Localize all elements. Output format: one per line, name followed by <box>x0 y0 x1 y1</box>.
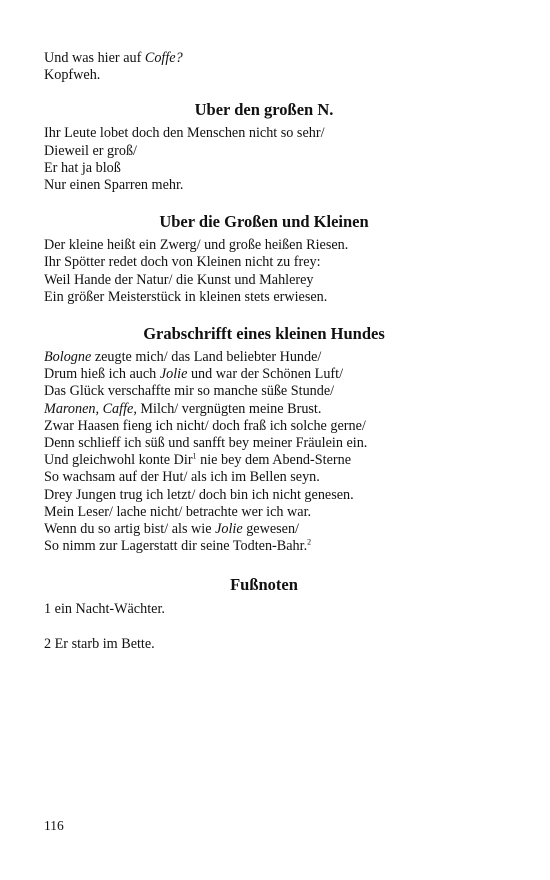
poem-line: Drey Jungen trug ich letzt/ doch bin ich nicht genesen. <box>44 486 354 503</box>
poem-line: Das Glück verschaffte mir so manche süße Stunde/ <box>44 383 335 400</box>
poem-grossen-n <box>44 125 484 194</box>
footnote-1: 1 ein Nacht-Wächter. <box>44 601 165 618</box>
italic-word: Coffe? <box>144 50 183 66</box>
poem-line: Maronen, Caffe, Milch/ vergnügten meine Brust. <box>44 400 322 417</box>
page-content <box>44 50 484 653</box>
poem-line: So nimm zur Lagerstatt dir seine Todten-Bahr.$^2$ <box>44 537 312 555</box>
poem-line: Ihr Leute lobet doch den Menschen nicht so sehr/ <box>44 125 325 142</box>
poem-grossen-kleinen <box>44 237 484 306</box>
intro-line-1: Und was hier auf Coffe? <box>44 50 183 66</box>
intro-stanza <box>44 50 484 84</box>
poem-line: Und gleichwohl konte Dir$^1$ nie bey dem Abend-Sterne <box>44 451 351 469</box>
footnote-2: 2 Er starb im Bette. <box>44 635 155 652</box>
footnotes-title: Fußnoten <box>230 575 298 595</box>
poem-line: Mein Leser/ lache nicht/ betrachte wer ich war. <box>44 503 312 520</box>
section-title-grossen-kleinen: Uber die Großen und Kleinen <box>159 212 369 232</box>
section-title-grossen-n: Uber den großen N. <box>194 100 334 120</box>
poem-line: Wenn du so artig bist/ als wie Jolie gewesen/ <box>44 521 299 538</box>
section-title-grabschrifft: Grabschrifft eines kleinen Hundes <box>143 324 385 344</box>
footnotes-list <box>44 601 484 652</box>
poem-line: Ihr Spötter redet doch von Kleinen nicht zu frey: <box>44 254 321 271</box>
poem-grabschrifft <box>44 349 484 555</box>
poem-line: Dieweil er groß/ <box>44 142 137 159</box>
poem-line: Zwar Haasen fieng ich nicht/ doch fraß ich solche gerne/ <box>44 417 366 434</box>
intro-line-2: Kopfweh. <box>44 67 101 84</box>
poem-line: Der kleine heißt ein Zwerg/ und große heißen Riesen. <box>44 237 349 254</box>
poem-line: Ein größer Meisterstück in kleinen stets erwiesen. <box>44 288 328 305</box>
footnote-ref-2[interactable]: 2 <box>307 537 312 547</box>
poem-line: Nur einen Sparren mehr. <box>44 177 184 194</box>
footnote-ref-1[interactable]: 1 <box>192 451 197 461</box>
page-number: 116 <box>44 818 64 833</box>
poem-line: Weil Hande der Natur/ die Kunst und Mahlerey <box>44 271 314 288</box>
poem-line: Er hat ja bloß <box>44 159 121 176</box>
poem-line: Drum hieß ich auch Jolie und war der Schönen Luft/ <box>44 366 344 383</box>
poem-line: So wachsam auf der Hut/ als ich im Bellen seyn. <box>44 469 320 486</box>
poem-line: Bologne zeugte mich/ das Land beliebter Hunde/ <box>44 349 322 366</box>
poem-line: Denn schlieff ich süß und sanfft bey meiner Fräulein ein. <box>44 435 368 452</box>
